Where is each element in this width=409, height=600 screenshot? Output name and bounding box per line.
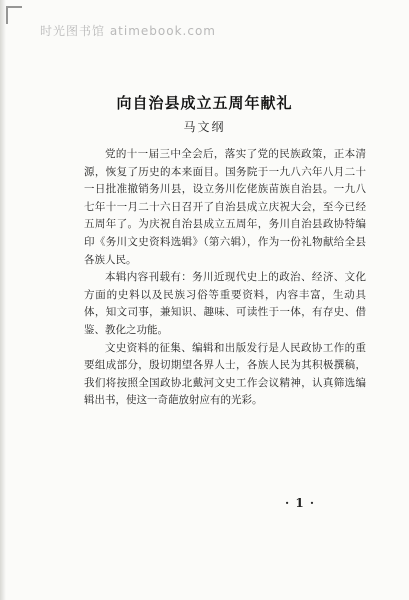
body-text — [84, 146, 366, 410]
paragraph-2: 本辑内容刊载有：务川近现代史上的政治、经济、文化方面的史料以及民族习俗等重要资料，内容丰富，生动具体，知文司事，兼知识、趣味、可读性于一体，有存史、借鉴、教化之功能。 — [84, 271, 366, 336]
scan-corner-mark — [6, 6, 22, 24]
page-number: · 1 · — [285, 496, 316, 510]
paragraph-3: 文史资料的征集、编辑和出版发行是人民政协工作的重要组成部分，殷切期望各界人士，各族人民为其积极撰稿，我们将按照全国政协北戴河文史工作会议精神，认真筛选编辑出书，使这一奇葩放射应有的光彩。 — [84, 341, 366, 407]
page-title: 向自治县成立五周年献礼 — [116, 94, 293, 112]
author-name: 马文纲 — [183, 120, 226, 134]
scan-edge-shadow — [0, 0, 6, 600]
watermark: 时光图书馆 atimebook.com — [40, 24, 216, 38]
paragraph-1: 党的十一届三中全会后，落实了党的民族政策，正本清源，恢复了历史的本来面目。国务院于一九八六年八月二十一日批准撤销务川县，设立务川仡佬族苗族自治县。一九八七年十一月二十六日召开了自治县成立庆祝大会，至今已经五周年了。为庆祝自治县成立五周年，务川自治县政协特编印《务川文史资料选辑》（第六辑），作为一份礼物献给全县各族人民。 — [84, 148, 366, 266]
